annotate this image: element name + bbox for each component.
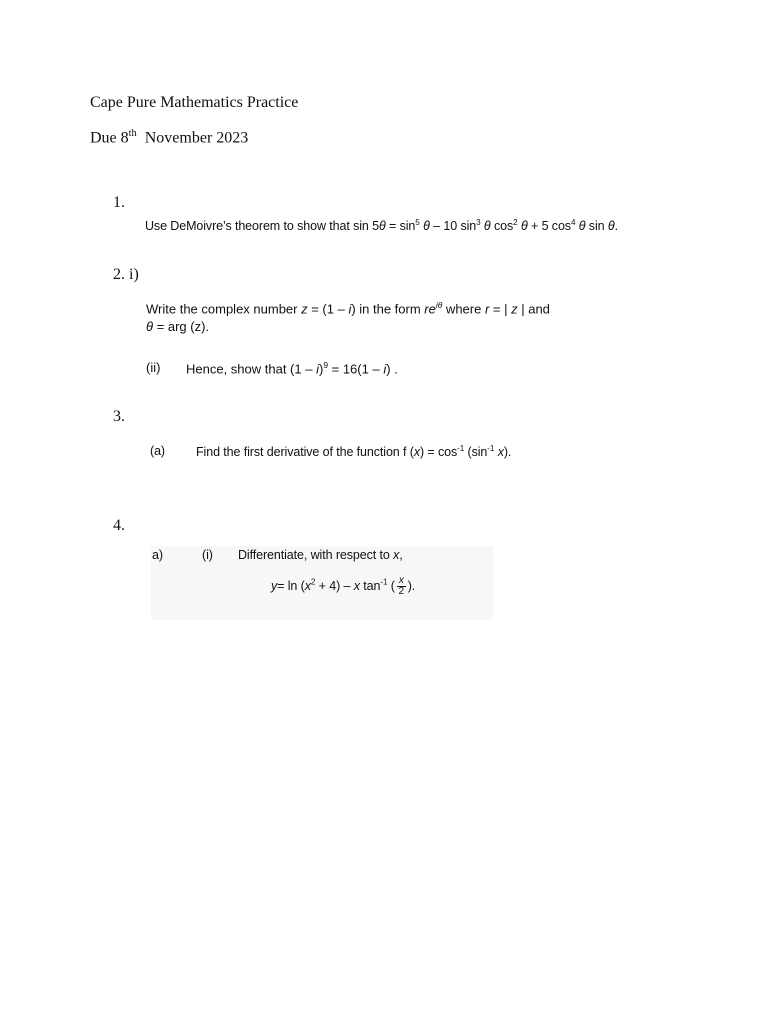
question-2-part-ii-text: Hence, show that (1 – i)$^9$ = 16(1 – i) .	[186, 360, 398, 377]
question-2-part-ii-label: (ii)	[146, 360, 161, 375]
question-4-part-a-label: a)	[152, 548, 163, 562]
question-4-number: 4.	[113, 517, 125, 534]
question-4-part-i-text: Differentiate, with respect to x,	[238, 548, 403, 562]
fraction: $\frac{x}{2}$	[398, 575, 404, 597]
page-title: Cape Pure Mathematics Practice	[90, 94, 299, 111]
question-3-number: 3.	[113, 408, 125, 425]
due-date: Due 8th November 2023	[90, 128, 249, 147]
question-3-part-a-label: (a)	[150, 444, 165, 458]
question-2-number: 2. i)	[113, 266, 139, 283]
question-4-equation: $y= \ln (x^2 + 4) - x$ $\tan^{-1}$ ( $\frac{x}{2}$ ).	[271, 575, 416, 597]
question-3-part-a-text: Find the first derivative of the function f $(x) = \cos^{-1} (\sin^{-1}$ x).	[196, 444, 512, 460]
question-2-part-i-line-1: Write the complex number z = (1 – i) in the form $re^{i\theta}$ where r = | z | and	[146, 300, 550, 317]
question-4-part-i-label: (i)	[202, 548, 213, 562]
question-2-part-i-line-2: θ = arg (z).	[146, 319, 210, 334]
question-1-text: Use DeMoivre’s theorem to show that $\sin 5\theta = \sin^5 \theta - 10$ $\sin^3 \theta$ $\cos^2 \theta + 5$ $\cos^4 \theta$ sin θ.	[145, 218, 618, 234]
question-1-number: 1.	[113, 194, 125, 211]
